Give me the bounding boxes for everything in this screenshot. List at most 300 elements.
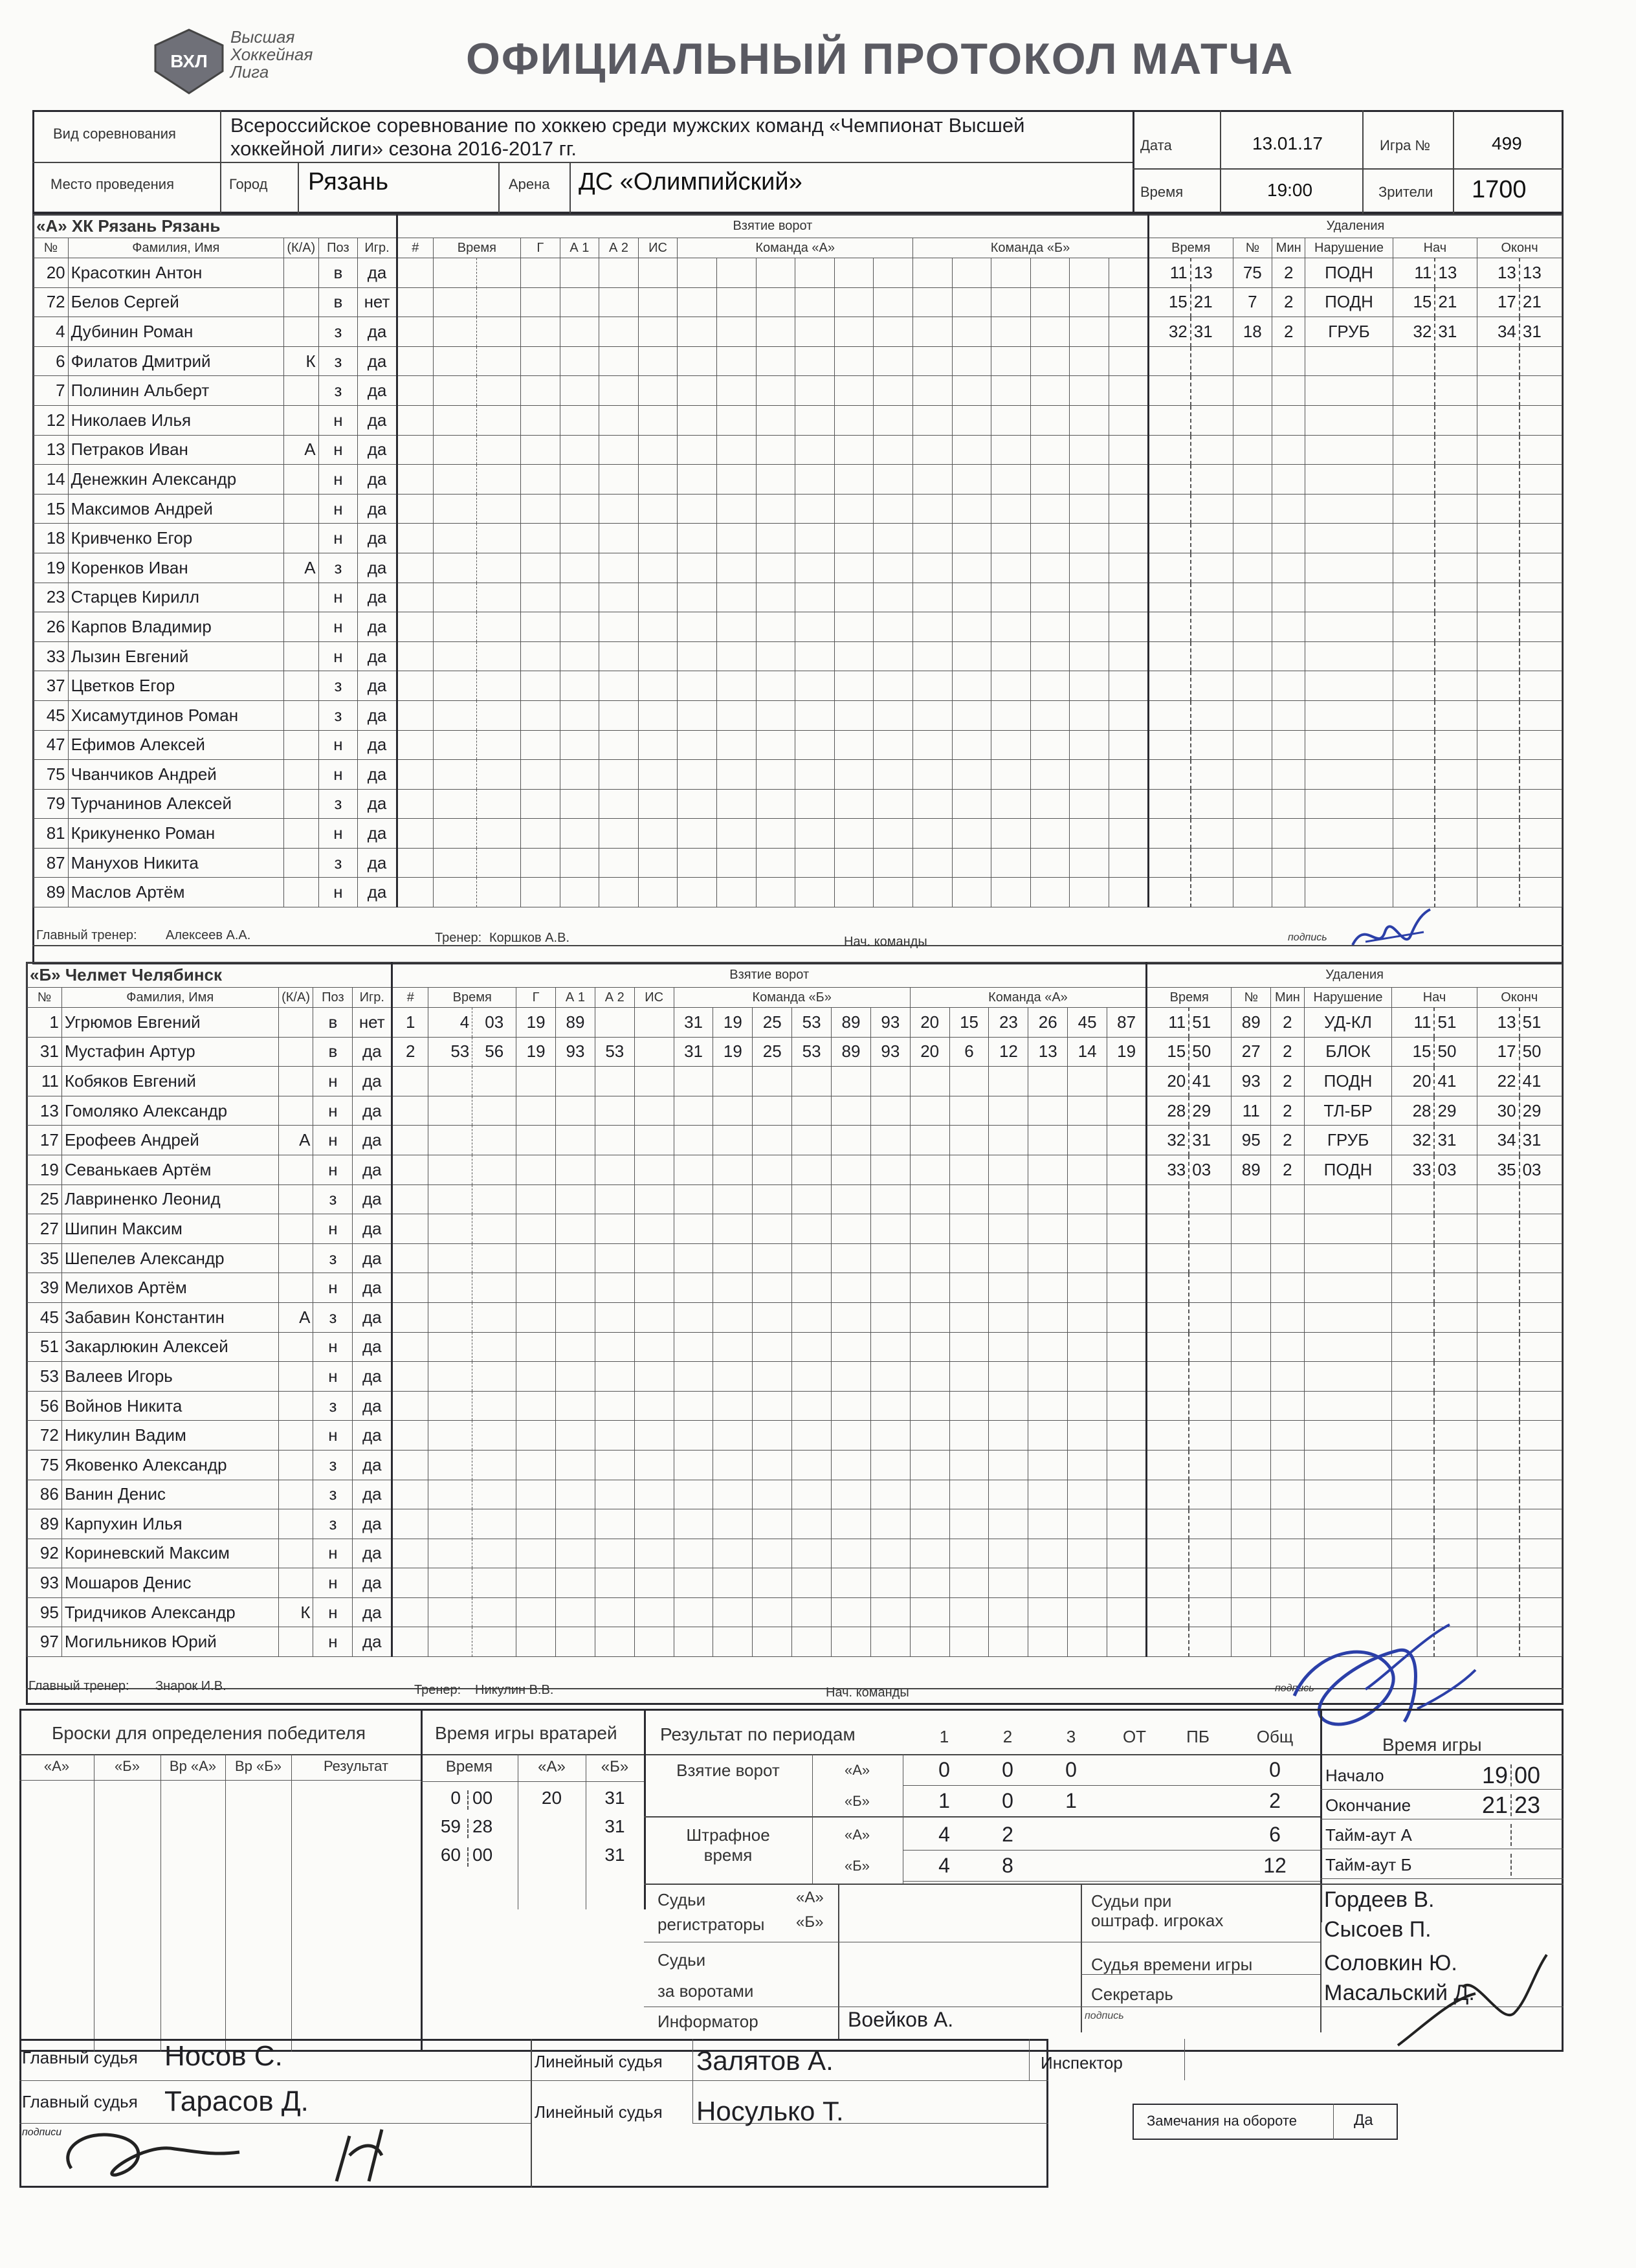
penalty-cell xyxy=(1148,700,1190,730)
goal-cell xyxy=(477,878,521,907)
team-a-table xyxy=(33,214,1562,907)
goal-cell xyxy=(599,405,639,435)
goal-cell xyxy=(560,524,599,553)
goal-cell xyxy=(638,583,678,612)
penalty-cell: 13 xyxy=(1477,258,1520,288)
penalty-cell: 15 xyxy=(1148,287,1190,317)
penalty-cell xyxy=(1147,1332,1189,1362)
on-ice-own xyxy=(713,1155,753,1184)
penalty-cell xyxy=(1434,1391,1477,1421)
penalty-cell: 30 xyxy=(1477,1096,1520,1126)
goal-cell: 19 xyxy=(516,1008,556,1038)
penalty-cell xyxy=(1434,1184,1477,1214)
on-ice-own xyxy=(756,405,795,435)
goal-cell xyxy=(428,1184,472,1214)
on-ice-own xyxy=(832,1597,871,1627)
goal-cell xyxy=(477,760,521,790)
goal-cell xyxy=(560,730,599,760)
penalty-cell xyxy=(1393,465,1435,495)
penalty-cell xyxy=(1232,1391,1271,1421)
on-ice-opp xyxy=(1030,730,1070,760)
goal-cell: 56 xyxy=(472,1037,516,1067)
period-col-header: 2 xyxy=(1002,1727,1013,1746)
penalty-cell: 89 xyxy=(1232,1008,1271,1038)
penalty-cell xyxy=(1189,1243,1232,1273)
goal-cell xyxy=(477,583,521,612)
ref1-label: Главный судья xyxy=(22,2048,138,2067)
period-value: 4 xyxy=(938,1823,950,1846)
period-col-header: Общ xyxy=(1256,1727,1294,1746)
penalty-cell: 21 xyxy=(1191,287,1233,317)
city-label: Город xyxy=(229,176,268,192)
on-ice-opp xyxy=(1030,789,1070,819)
player-name: Мустафин Артур xyxy=(61,1037,278,1067)
goal-cell xyxy=(634,1362,674,1392)
on-ice-own xyxy=(753,1450,792,1480)
shootout-col-header: «Б» xyxy=(115,1758,140,1774)
on-ice-opp xyxy=(913,317,953,347)
penalty-cell xyxy=(1232,1421,1271,1451)
penalty-cell xyxy=(1271,1509,1305,1539)
goal-cell xyxy=(397,671,433,701)
period-value: 2 xyxy=(1002,1823,1013,1846)
team-a-coach: Алексеев А.А. xyxy=(166,928,251,942)
on-ice-opp: 15 xyxy=(949,1008,989,1038)
penalty-cell: 2 xyxy=(1271,1155,1305,1184)
on-ice-own: 53 xyxy=(792,1037,832,1067)
on-ice-opp xyxy=(913,494,953,524)
penalty-cell: 2 xyxy=(1272,258,1305,288)
player-row xyxy=(34,789,1562,819)
player-name: Хисамутдинов Роман xyxy=(68,700,283,730)
player-name: Старцев Кирилл xyxy=(68,583,283,612)
line1-value: Залятов А. xyxy=(696,2045,834,2076)
goal-cell xyxy=(433,671,477,701)
goal-cell xyxy=(599,465,639,495)
penalty-cell xyxy=(1189,1421,1232,1451)
on-ice-opp xyxy=(1068,1243,1107,1273)
on-ice-own xyxy=(716,405,756,435)
on-ice-opp xyxy=(1070,789,1109,819)
penalty-cell xyxy=(1304,1243,1392,1273)
penalty-cell xyxy=(1272,760,1305,790)
arena-label: Арена xyxy=(509,176,550,192)
penalty-cell xyxy=(1304,1273,1392,1303)
on-ice-opp xyxy=(989,1362,1028,1392)
goal-cell xyxy=(477,494,521,524)
on-ice-opp xyxy=(949,1597,989,1627)
on-ice-opp xyxy=(952,641,991,671)
on-ice-opp xyxy=(913,376,953,406)
on-ice-opp xyxy=(989,1184,1028,1214)
gametime-hours: 21 xyxy=(1481,1792,1508,1818)
on-ice-opp xyxy=(1109,671,1149,701)
on-ice-own xyxy=(834,583,874,612)
penalty-cell xyxy=(1272,435,1305,465)
penalty-cell xyxy=(1233,789,1272,819)
scorers-b-label: «Б» xyxy=(796,1913,824,1931)
penalty-cell: УД-КЛ xyxy=(1304,1008,1392,1038)
gametime-label: Окончание xyxy=(1325,1796,1411,1815)
on-ice-opp xyxy=(1107,1539,1147,1568)
penalty-cell xyxy=(1272,405,1305,435)
on-ice-opp xyxy=(952,376,991,406)
on-ice-opp xyxy=(952,700,991,730)
player-name: Войнов Никита xyxy=(61,1391,278,1421)
on-ice-own xyxy=(678,671,717,701)
on-ice-opp xyxy=(1030,641,1070,671)
on-ice-opp xyxy=(1028,1332,1068,1362)
penalty-cell xyxy=(1191,405,1233,435)
player-row xyxy=(34,583,1562,612)
goal-cell xyxy=(634,1509,674,1539)
on-ice-own xyxy=(795,819,835,849)
on-ice-opp xyxy=(991,346,1031,376)
col-header: Нарушение xyxy=(1304,988,1392,1008)
goal-cell xyxy=(392,1421,428,1451)
goal-cell xyxy=(428,1509,472,1539)
player-name: Кобяков Евгений xyxy=(61,1067,278,1096)
player-position: н xyxy=(313,1421,353,1451)
on-ice-own xyxy=(792,1155,832,1184)
goal-cell xyxy=(556,1302,595,1332)
penalty-cell xyxy=(1477,1302,1520,1332)
on-ice-own xyxy=(753,1539,792,1568)
penalty-cell xyxy=(1271,1539,1305,1568)
on-ice-opp xyxy=(1028,1597,1068,1627)
player-name: Чванчиков Андрей xyxy=(68,760,283,790)
player-position: в xyxy=(313,1037,353,1067)
goal-cell xyxy=(595,1184,634,1214)
on-ice-opp xyxy=(991,435,1031,465)
penalty-cell xyxy=(1232,1273,1271,1303)
on-ice-opp xyxy=(910,1421,949,1451)
penalty-cell: 03 xyxy=(1189,1155,1232,1184)
player-position: з xyxy=(318,789,358,819)
penalty-cell: 2 xyxy=(1272,287,1305,317)
on-ice-own xyxy=(795,287,835,317)
goal-cell xyxy=(556,1421,595,1451)
on-ice-opp xyxy=(1109,494,1149,524)
goal-cell xyxy=(595,1243,634,1273)
on-ice-own xyxy=(870,1302,910,1332)
player-played: да xyxy=(358,878,397,907)
on-ice-own xyxy=(716,641,756,671)
player-position: н xyxy=(318,465,358,495)
group-header-row xyxy=(27,963,1562,988)
on-ice-own xyxy=(756,641,795,671)
league-name: Высшая Хоккейная Лига xyxy=(230,27,313,82)
col-header: № xyxy=(1233,238,1272,258)
on-ice-opp xyxy=(910,1450,949,1480)
on-ice-opp xyxy=(991,789,1031,819)
on-ice-opp xyxy=(913,258,953,288)
penalty-cell xyxy=(1305,848,1393,878)
on-ice-own xyxy=(834,730,874,760)
on-ice-opp xyxy=(952,524,991,553)
penalty-cell xyxy=(1477,346,1520,376)
goal-cell xyxy=(477,317,521,347)
penalty-cell xyxy=(1191,789,1233,819)
penalty-cell xyxy=(1147,1539,1189,1568)
goal-cell xyxy=(472,1627,516,1657)
goal-cell xyxy=(599,376,639,406)
goal-cell xyxy=(433,641,477,671)
on-ice-opp xyxy=(913,583,953,612)
goal-cell xyxy=(638,435,678,465)
penalty-cell xyxy=(1520,819,1562,849)
penalty-cell: 11 xyxy=(1393,258,1435,288)
player-played: да xyxy=(353,1155,392,1184)
goal-cell xyxy=(595,1302,634,1332)
penalty-cell xyxy=(1232,1597,1271,1627)
penalty-cell: 13 xyxy=(1435,258,1477,288)
col-header: А 2 xyxy=(599,238,639,258)
penalty-cell xyxy=(1434,1332,1477,1362)
player-row xyxy=(27,1184,1562,1214)
player-played: да xyxy=(353,1214,392,1244)
penalty-cell: 31 xyxy=(1191,317,1233,347)
player-position: н xyxy=(313,1539,353,1568)
on-ice-opp xyxy=(1070,258,1109,288)
on-ice-opp xyxy=(910,1539,949,1568)
player-name: Шипин Максим xyxy=(61,1214,278,1244)
goal-cell xyxy=(428,1302,472,1332)
team-b-coach-label: Главный тренер: xyxy=(28,1679,129,1693)
penalty-cell xyxy=(1191,465,1233,495)
on-ice-own xyxy=(795,465,835,495)
player-name: Турчанинов Алексей xyxy=(68,789,283,819)
goal-cell xyxy=(595,1067,634,1096)
on-ice-opp xyxy=(910,1096,949,1126)
on-ice-own: 31 xyxy=(674,1037,713,1067)
on-ice-own xyxy=(678,317,717,347)
player-played: да xyxy=(358,405,397,435)
penalty-cell: 22 xyxy=(1477,1067,1520,1096)
on-ice-own: 31 xyxy=(674,1008,713,1038)
penalty-cell xyxy=(1520,641,1562,671)
penalty-cell xyxy=(1147,1362,1189,1392)
on-ice-own xyxy=(713,1450,753,1480)
goal-cell xyxy=(397,376,433,406)
on-ice-opp xyxy=(991,700,1031,730)
goal-cell: 4 xyxy=(428,1008,472,1038)
gametime-label: Начало xyxy=(1325,1766,1384,1785)
player-row xyxy=(27,1037,1562,1067)
on-ice-own xyxy=(678,641,717,671)
penalty-cell xyxy=(1477,1568,1520,1598)
on-ice-opp xyxy=(913,671,953,701)
period-col-header: ПБ xyxy=(1186,1727,1210,1746)
penalty-cell xyxy=(1434,1450,1477,1480)
col-header: Игр. xyxy=(358,238,397,258)
goal-cell xyxy=(472,1332,516,1362)
penalty-cell xyxy=(1191,878,1233,907)
goal-cell xyxy=(634,1480,674,1509)
on-ice-opp xyxy=(1070,641,1109,671)
period-value: 2 xyxy=(1269,1789,1281,1812)
player-row xyxy=(34,376,1562,406)
goal-cell xyxy=(397,760,433,790)
on-ice-opp xyxy=(1030,819,1070,849)
goalie-time-cell: 00 xyxy=(472,1845,493,1865)
penalty-cell xyxy=(1191,553,1233,583)
on-ice-opp xyxy=(952,494,991,524)
player-row xyxy=(34,494,1562,524)
on-ice-own xyxy=(870,1096,910,1126)
on-ice-own xyxy=(678,819,717,849)
on-ice-own xyxy=(756,671,795,701)
penalty-cell xyxy=(1477,1627,1520,1657)
penalty-cell xyxy=(1393,760,1435,790)
goal-cell xyxy=(599,287,639,317)
goal-cell xyxy=(472,1539,516,1568)
penalty-cell xyxy=(1520,405,1562,435)
player-number: 89 xyxy=(34,878,69,907)
goal-cell xyxy=(556,1155,595,1184)
goal-cell xyxy=(560,789,599,819)
on-ice-opp xyxy=(1068,1096,1107,1126)
on-ice-opp xyxy=(949,1067,989,1096)
on-ice-opp xyxy=(989,1067,1028,1096)
gametime-label: Тайм-аут Б xyxy=(1325,1855,1412,1874)
penalty-cell xyxy=(1435,435,1477,465)
on-ice-opp xyxy=(910,1627,949,1657)
penalty-cell xyxy=(1434,1568,1477,1598)
on-ice-opp xyxy=(1068,1126,1107,1155)
goal-cell xyxy=(520,819,560,849)
penalty-cell xyxy=(1435,553,1477,583)
penalty-cell xyxy=(1148,878,1190,907)
player-row xyxy=(34,848,1562,878)
on-ice-own: 53 xyxy=(792,1008,832,1038)
on-ice-opp xyxy=(991,317,1031,347)
goal-cell xyxy=(433,465,477,495)
on-ice-own xyxy=(716,376,756,406)
goal-cell xyxy=(599,494,639,524)
player-number: 89 xyxy=(27,1509,62,1539)
penalty-cell: 15 xyxy=(1392,1037,1435,1067)
penalty-cell xyxy=(1435,760,1477,790)
player-role xyxy=(283,465,318,495)
player-played: да xyxy=(353,1126,392,1155)
penalty-cell xyxy=(1392,1568,1435,1598)
goal-cell xyxy=(477,465,521,495)
on-ice-own xyxy=(795,405,835,435)
goal-cell xyxy=(392,1539,428,1568)
on-ice-own xyxy=(874,376,913,406)
goal-cell xyxy=(428,1597,472,1627)
goal-cell xyxy=(428,1067,472,1096)
player-row xyxy=(34,700,1562,730)
goal-cell xyxy=(634,1126,674,1155)
grid-line xyxy=(160,1754,161,2052)
group-header-row xyxy=(34,215,1562,238)
goal-cell xyxy=(472,1243,516,1273)
on-ice-own xyxy=(756,287,795,317)
penalty-cell xyxy=(1189,1273,1232,1303)
on-ice-opp xyxy=(1068,1421,1107,1451)
player-number: 35 xyxy=(27,1243,62,1273)
informer-value: Воейков А. xyxy=(848,2008,954,2031)
on-ice-opp xyxy=(1109,524,1149,553)
on-ice-opp xyxy=(1070,346,1109,376)
col-header: (К/А) xyxy=(278,988,313,1008)
penalty-cell xyxy=(1232,1539,1271,1568)
on-ice-own xyxy=(678,789,717,819)
on-ice-own xyxy=(674,1421,713,1451)
on-ice-own xyxy=(716,258,756,288)
on-ice-own xyxy=(792,1126,832,1155)
scorers-a-label: «А» xyxy=(796,1889,824,1906)
penalty-cell xyxy=(1304,1539,1392,1568)
goal-cell xyxy=(595,1568,634,1598)
penalty-cell xyxy=(1477,1184,1520,1214)
penalty-cell xyxy=(1189,1391,1232,1421)
on-ice-opp xyxy=(1107,1096,1147,1126)
penalty-cell: 31 xyxy=(1520,1126,1562,1155)
on-ice-opp xyxy=(949,1302,989,1332)
col-header: Поз xyxy=(313,988,353,1008)
on-ice-opp xyxy=(1070,730,1109,760)
penalty-cell xyxy=(1520,376,1562,406)
on-ice-opp xyxy=(1030,405,1070,435)
penalty-cell xyxy=(1477,1480,1520,1509)
goal-cell xyxy=(520,287,560,317)
goal-cell xyxy=(392,1126,428,1155)
on-ice-own: 93 xyxy=(870,1008,910,1038)
goal-cell xyxy=(472,1568,516,1598)
player-row xyxy=(27,1302,1562,1332)
goal-cell xyxy=(595,1597,634,1627)
penalty-cell xyxy=(1147,1509,1189,1539)
penalty-cell xyxy=(1271,1184,1305,1214)
goal-cell xyxy=(560,819,599,849)
player-row xyxy=(27,1243,1562,1273)
on-ice-opp xyxy=(949,1480,989,1509)
goal-cell xyxy=(634,1332,674,1362)
on-ice-opp xyxy=(1070,405,1109,435)
penalty-cell xyxy=(1191,848,1233,878)
gametime-minutes: 00 xyxy=(1514,1762,1541,1788)
goal-cell xyxy=(520,789,560,819)
goal-cell xyxy=(433,760,477,790)
player-role xyxy=(283,583,318,612)
on-ice-own xyxy=(874,494,913,524)
player-name: Тридчиков Александр xyxy=(61,1597,278,1627)
on-ice-own xyxy=(870,1539,910,1568)
goal-cell xyxy=(638,671,678,701)
goal-cell xyxy=(520,346,560,376)
goal-cell xyxy=(516,1627,556,1657)
on-ice-opp xyxy=(952,878,991,907)
on-ice-opp xyxy=(1070,553,1109,583)
penalty-cell xyxy=(1477,819,1520,849)
penalty-cell xyxy=(1477,524,1520,553)
penalty-cell: 2 xyxy=(1271,1008,1305,1038)
player-role xyxy=(278,1480,313,1509)
on-ice-own xyxy=(678,553,717,583)
on-ice-opp xyxy=(1107,1480,1147,1509)
on-ice-own xyxy=(870,1391,910,1421)
penalty-cell: 32 xyxy=(1393,317,1435,347)
on-ice-own xyxy=(713,1597,753,1627)
on-ice-own xyxy=(874,524,913,553)
player-number: 4 xyxy=(34,317,69,347)
referee-signatures xyxy=(45,2117,447,2188)
on-ice-own xyxy=(834,524,874,553)
line2-label: Линейный судья xyxy=(535,2102,663,2122)
